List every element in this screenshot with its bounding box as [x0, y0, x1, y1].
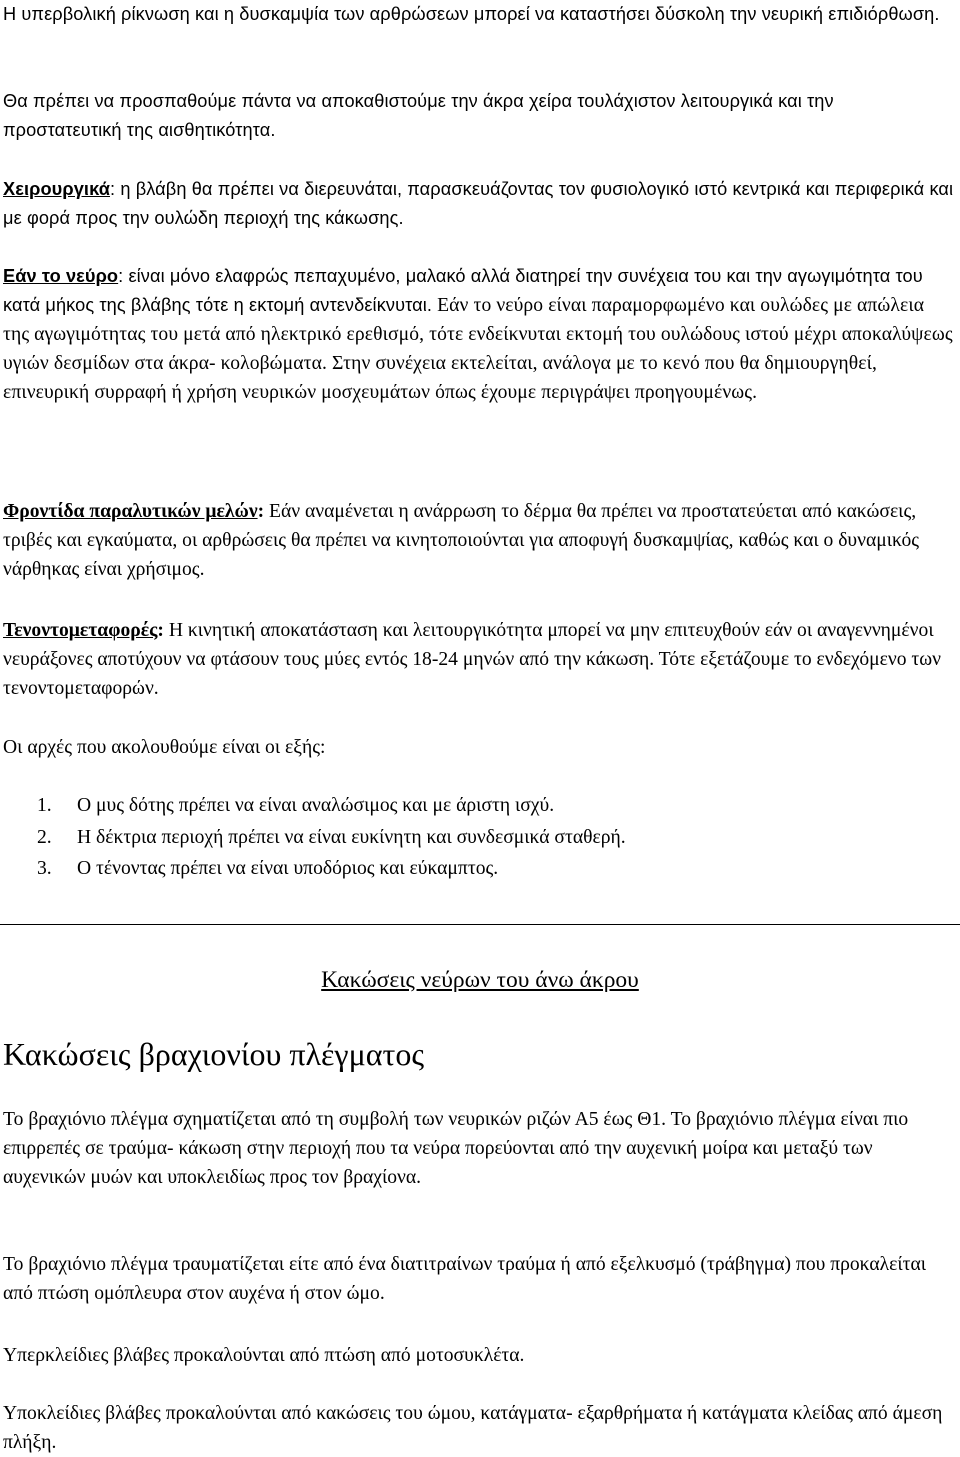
- paragraph-text: Οι αρχές που ακολουθούμε είναι οι εξής:: [3, 737, 326, 758]
- paragraph-text: Η υπερβολική ρίκνωση και η δυσκαμψία των αρθρώσεων μπορεί να καταστήσει δύσκολη την νευρική επιδιόρθωση.: [3, 4, 940, 24]
- paragraph-text: Το βραχιόνιο πλέγμα τραυματίζεται είτε από ένα διατιτραίνων τραύμα ή από εξελκυσμό (τράβηγμα) που προκαλείται από πτώση ομόπλευρα στον αυχένα ή στον ώμο.: [3, 1254, 927, 1304]
- label-colon: :: [157, 620, 164, 641]
- surgical-label: Χειρουργικά: [3, 179, 111, 199]
- paragraph-supraclavicular: [3, 1341, 955, 1370]
- list-item: [3, 822, 626, 854]
- principles-list: [3, 790, 626, 885]
- list-item-number: 2.: [37, 826, 52, 848]
- paragraph-principles-intro: [3, 733, 955, 762]
- list-item-text: Ο μυς δότης πρέπει να είναι αναλώσιμος και με άριστη ισχύ.: [77, 795, 555, 816]
- if-nerve-label: Εάν το νεύρο: [3, 266, 119, 286]
- paragraph-surgical: [3, 175, 955, 233]
- list-item-text: Η δέκτρια περιοχή πρέπει να είναι ευκίνητη και συνδεσμικά σταθερή.: [77, 826, 626, 848]
- paragraph-restore-hand: [3, 87, 955, 145]
- paragraph-text: Το βραχιόνιο πλέγμα σχηματίζεται από τη συμβολή των νευρικών ριζών Α5 έως Θ1. Το βραχιόνιο πλέγμα είναι πιο επιρρεπές σε τραύμα- κάκωση στην περιοχή που τα νεύρα πορεύονται από την αυχενική μοίρα και μεταξύ των αυχενικών μυών και υποκλειδίως προς τον βραχίονα.: [3, 1109, 909, 1188]
- subsection-heading: Κακώσεις βραχιονίου πλέγματος: [3, 1036, 425, 1072]
- paragraph-plexus-formation: [3, 1105, 955, 1192]
- paragraph-text: Θα πρέπει να προσπαθούμε πάντα να αποκαθιστούμε την άκρα χείρα τουλάχιστον λειτουργικά και την προστατευτική της αισθητικότητα.: [3, 91, 834, 140]
- paragraph-infraclavicular: [3, 1399, 955, 1457]
- horizontal-divider: [0, 924, 960, 925]
- paragraph-if-nerve: [3, 262, 955, 407]
- list-item: [3, 853, 626, 885]
- list-item: [3, 790, 626, 822]
- list-item-number: 3.: [37, 858, 52, 879]
- paragraph-text-serif: Εάν το νεύρο είναι παραμορφωμένο και ουλώδες με απώλεια της αγωγιμότητας του μετά από ηλεκτρικό ερεθισμό, τότε ενδείκνυται εκτομή του ουλώδους ιστού μέχρι αποκαλύψεως υγιών δεσμίδων στα άκρα- κολοβώματα. Στην συνέχεια εκτελείται, ανάλογα με το κενό που θα δημιουργηθεί, επινευρική συρραφή ή χρήση νευρικών μοσχευμάτων όπως έχουμε περιγράψει προηγουμένως.: [3, 295, 953, 403]
- tendon-transfers-label: Τενοντομεταφορές: [3, 620, 158, 641]
- paragraph-joint-stiffness: [3, 0, 955, 29]
- paragraph-text: : η βλάβη θα πρέπει να διερευνάται, παρασκευάζοντας τον φυσιολογικό ιστό κεντρικά και περιφερικά και με φορά προς την ουλώδη περιοχή της κάκωσης.: [3, 179, 954, 228]
- paragraph-text-sans: : είναι μόνο ελαφρώς πεπαχυμένο, μαλακό αλλά διατηρεί την συνέχεια του και την αγωγιμότητα του κατά μήκος της βλάβης τότε η εκτομή αντενδείκνυται.: [3, 266, 923, 315]
- section-heading: Κακώσεις νεύρων του άνω άκρου: [321, 967, 639, 993]
- paragraph-paralyzed-care: [3, 497, 955, 584]
- paralyzed-care-label: Φροντίδα παραλυτικών μελών: [3, 501, 258, 522]
- paragraph-text: Η κινητική αποκατάσταση και λειτουργικότητα μπορεί να μην επιτευχθούν εάν οι αναγεννημένοι νευράξονες αποτύχουν να φτάσουν τους μύες εντός 18-24 μηνών από την κάκωση. Τότε εξετάζουμε το ενδεχόμενο των τενοντομεταφορών.: [3, 620, 942, 699]
- paragraph-tendon-transfers: [3, 616, 955, 703]
- paragraph-plexus-injury: [3, 1250, 955, 1308]
- list-item-number: 1.: [37, 795, 52, 816]
- paragraph-text: Εάν αναμένεται η ανάρρωση το δέρμα θα πρέπει να προστατεύεται από κακώσεις, τριβές και εγκαύματα, οι αρθρώσεις θα πρέπει να κινητοποιούνται για αποφυγή δυσκαμψίας, καθώς και ο δυναμικός νάρθηκας είναι χρήσιμος.: [3, 501, 920, 580]
- paragraph-text: Υποκλείδιες βλάβες προκαλούνται από κακώσεις του ώμου, κατάγματα- εξαρθρήματα ή κατάγματα κλείδας από άμεση πλήξη.: [3, 1403, 943, 1453]
- list-item-text: Ο τένοντας πρέπει να είναι υποδόριος και εύκαμπτος.: [77, 858, 499, 879]
- label-colon: :: [257, 501, 265, 522]
- paragraph-text: Υπερκλείδιες βλάβες προκαλούνται από πτώση από μοτοσυκλέτα.: [3, 1345, 525, 1366]
